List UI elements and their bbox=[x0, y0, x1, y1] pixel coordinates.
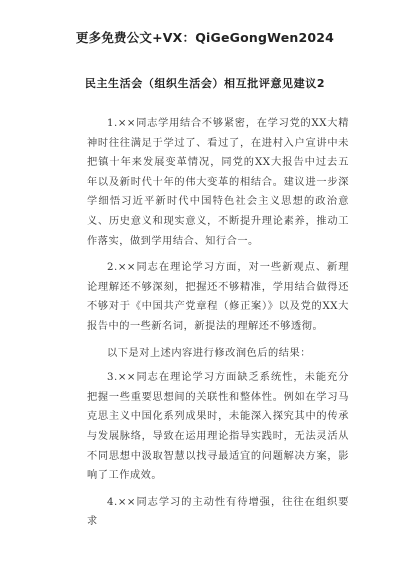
paragraph-1: 1.××同志学用结合不够紧密，在学习党的XX大精神时往往满足于学过了、看过了，在进村入户宣讲中未把镇十年来发展变革情况，同党的XX大报告中过去五年以及新时代十年的伟大变革的相结合。建议进一步深学细悟习近平新时代中国特色社会主义思想的政治意义、历史意义和现实意义，不断提升理论素养，推动工作落实，做到学用结合、知行合一。 bbox=[87, 118, 349, 247]
paragraph-3: 以下是对上述内容进行修改润色后的结果： bbox=[107, 347, 312, 359]
document-title: 民主生活会（组织生活会）相互批评意见建议2 bbox=[84, 77, 326, 90]
document-body bbox=[87, 114, 349, 539]
document-header: 更多免费公文+VX：QiGeGongWen2024 bbox=[75, 30, 335, 45]
paragraph-5: 4.××同志学习的主动性有待增强，往往在组织要求 bbox=[87, 496, 349, 528]
paragraph-4: 3.××同志在理论学习方面缺乏系统性，未能充分把握一些重要思想间的关联性和整体性。例如在学习马克思主义中国化系列成果时，未能深入探究其中的传承与发展脉络，导致在运用理论指导实践时，无法灵活从不同思想中汲取智慧以找寻最适宜的问题解决方案，影响了工作成效。 bbox=[87, 372, 349, 482]
paragraph-2: 2.××同志在理论学习方面，对一些新观点、新理论理解还不够深刻，把握还不够精准，学用结合做得还不够对于《中国共产党章程（修正案）》以及党的XX大报告中的一些新名词，新提法的理解还不够透彻。 bbox=[87, 262, 349, 332]
